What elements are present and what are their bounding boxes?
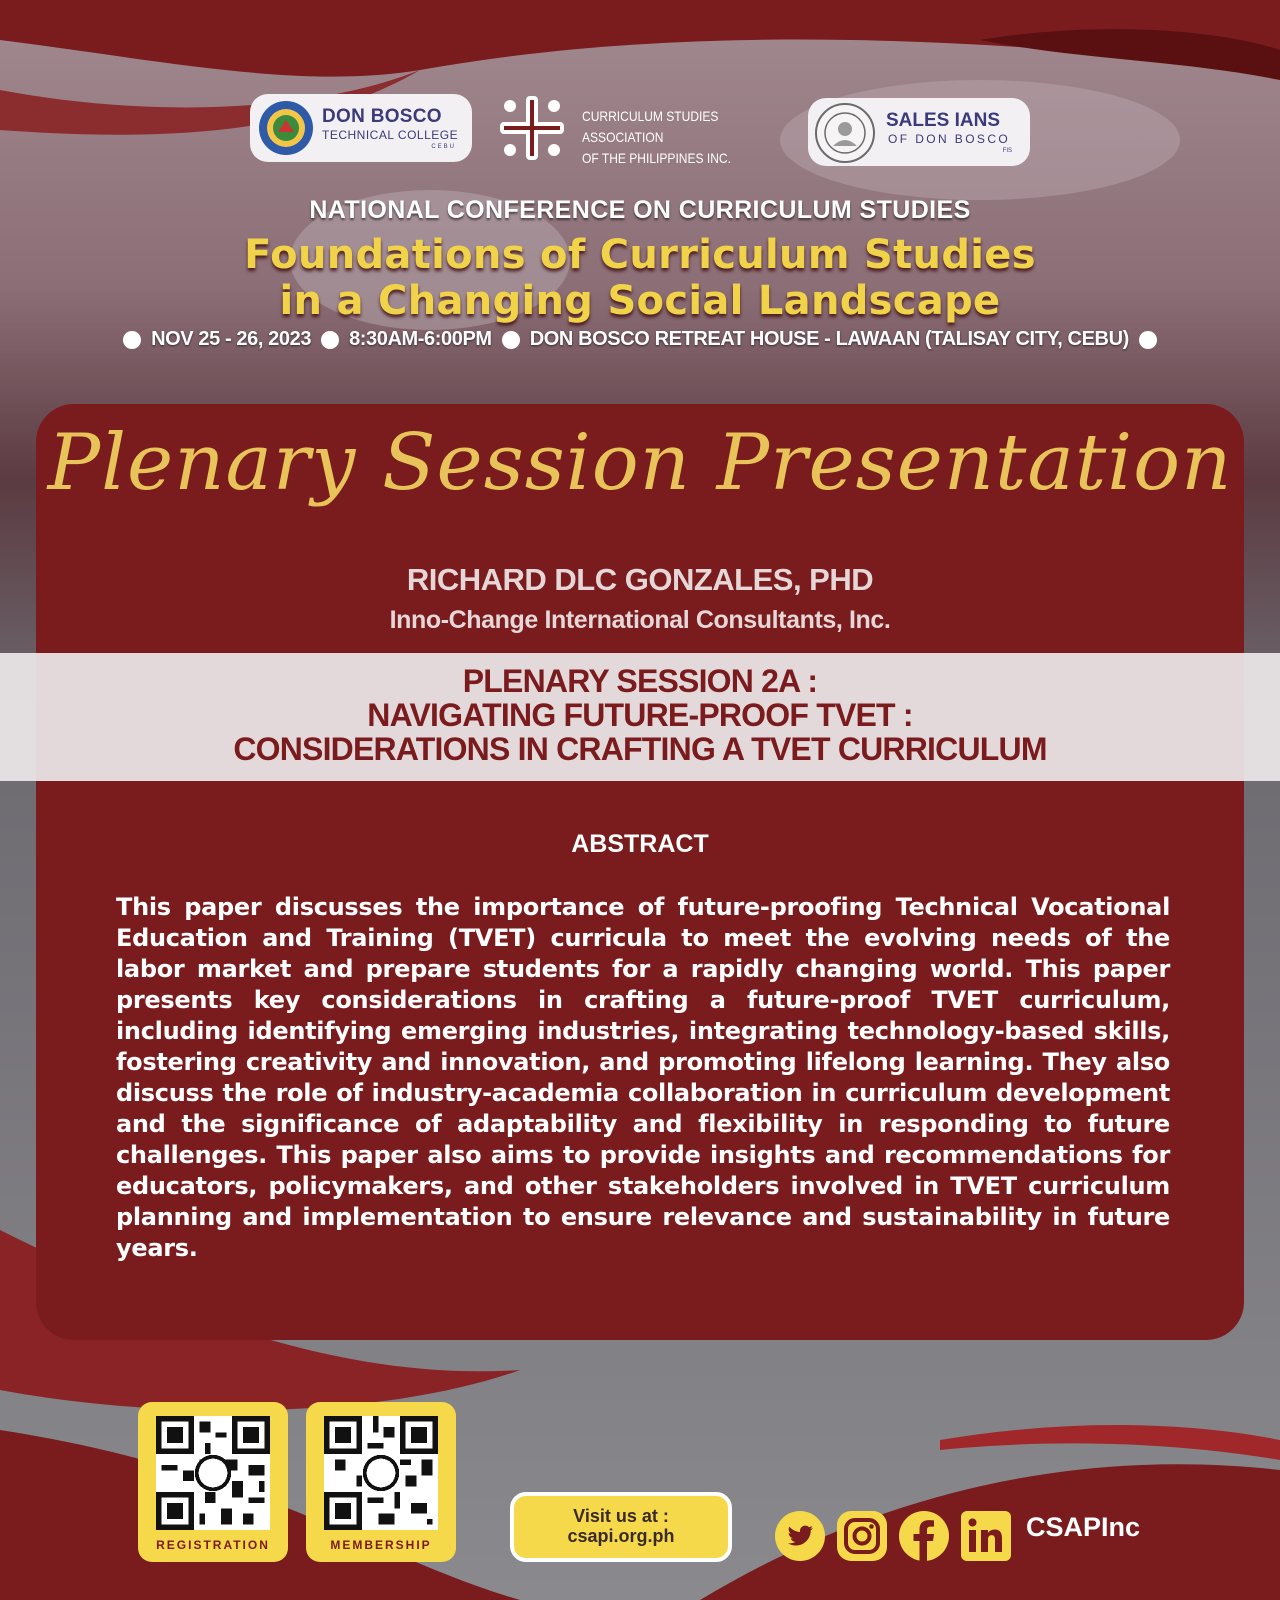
gear-seal-icon [256, 98, 316, 158]
qr-code-icon [156, 1416, 270, 1530]
conference-title-line-1: Foundations of Curriculum Studies [244, 232, 1036, 278]
abstract-heading: ABSTRACT [571, 830, 709, 858]
registration-label: REGISTRATION [156, 1538, 270, 1552]
plenary-heading: Plenary Session Presentation [47, 418, 1233, 508]
bullet-dot [123, 331, 141, 349]
partner-logos [0, 92, 1280, 172]
membership-qr-card[interactable] [306, 1402, 456, 1562]
event-date: NOV 25 - 26, 2023 [151, 328, 312, 350]
social-links [774, 1510, 1140, 1562]
speaker-affiliation: Inno-Change International Consultants, Inc. [389, 606, 891, 634]
speaker-name: RICHARD DLC GONZALES, PHD [406, 562, 874, 597]
dbtc-logo [250, 94, 472, 162]
conference-label: NATIONAL CONFERENCE ON CURRICULUM STUDIES [309, 196, 971, 224]
event-time: 8:30AM-6:00PM [349, 328, 492, 350]
bullet-dot [1139, 331, 1157, 349]
membership-label: MEMBERSHIP [330, 1538, 432, 1552]
dbtc-name: DON BOSCO [322, 106, 442, 127]
abstract-text: This paper discusses the importance of future-proofing Technical Vocational Education and Training (TVET) curricula to meet the evolving needs of the labor market and prepare students for a rapidly changing world. This paper presents key considerations in crafting a future-proof TVET curriculum, including identifying emerging industries, integrating technology-based skills, fostering creativity and innovation, and promoting lifelong learning. They also discuss the role of industry-academia collaboration in curriculum development and the significance of adaptability and flexibility in responding to future challenges. This paper also aims to provide insights and recommendations for educators, policymakers, and other stakeholders involved in TVET curriculum planning and implementation to ensure relevance and sustainability in future years. [116, 893, 1170, 1262]
event-info [0, 328, 1280, 351]
csap-line-1: CURRICULUM STUDIES ASSOCIATION [582, 108, 719, 145]
salesians-name: SALES IANS [886, 110, 1001, 131]
csap-cross-icon [496, 92, 568, 164]
csap-line-2: OF THE PHILIPPINES INC. [582, 150, 731, 166]
social-handle: CSAPInc [1026, 1511, 1141, 1542]
session-title-line-2: NAVIGATING FUTURE-PROOF TVET : [367, 697, 913, 733]
csap-name [582, 106, 771, 169]
bullet-dot [321, 331, 339, 349]
salesian-seal-icon [814, 102, 876, 164]
visit-label: Visit us at : [573, 1506, 669, 1526]
linkedin-icon[interactable] [960, 1510, 1012, 1562]
instagram-icon[interactable] [836, 1510, 888, 1562]
website-link-button[interactable] [510, 1492, 732, 1562]
salesians-subtitle: OF DON BOSCO [888, 132, 1011, 146]
session-title [0, 664, 1280, 766]
session-title-line-1: PLENARY SESSION 2A : [462, 663, 818, 699]
session-title-line-3: CONSIDERATIONS IN CRAFTING A TVET CURRICULUM [233, 731, 1047, 767]
registration-qr-code[interactable] [156, 1416, 270, 1530]
twitter-icon[interactable] [774, 1510, 826, 1562]
salesians-logo [808, 98, 1030, 166]
dbtc-subtitle: TECHNICAL COLLEGE [322, 128, 459, 142]
facebook-icon[interactable] [898, 1510, 950, 1562]
salesians-code: FIS [1002, 148, 1012, 154]
website-url: csapi.org.ph [567, 1526, 675, 1546]
dbtc-city: CEBU [431, 144, 456, 150]
membership-qr-code[interactable] [324, 1416, 438, 1530]
registration-qr-card[interactable] [138, 1402, 288, 1562]
conference-title-line-2: in a Changing Social Landscape [279, 278, 1001, 324]
bullet-dot [502, 331, 520, 349]
conference-title [0, 232, 1280, 324]
qr-code-icon [324, 1416, 438, 1530]
event-venue: DON BOSCO RETREAT HOUSE - LAWAAN (TALISAY CITY, CEBU) [529, 328, 1129, 350]
